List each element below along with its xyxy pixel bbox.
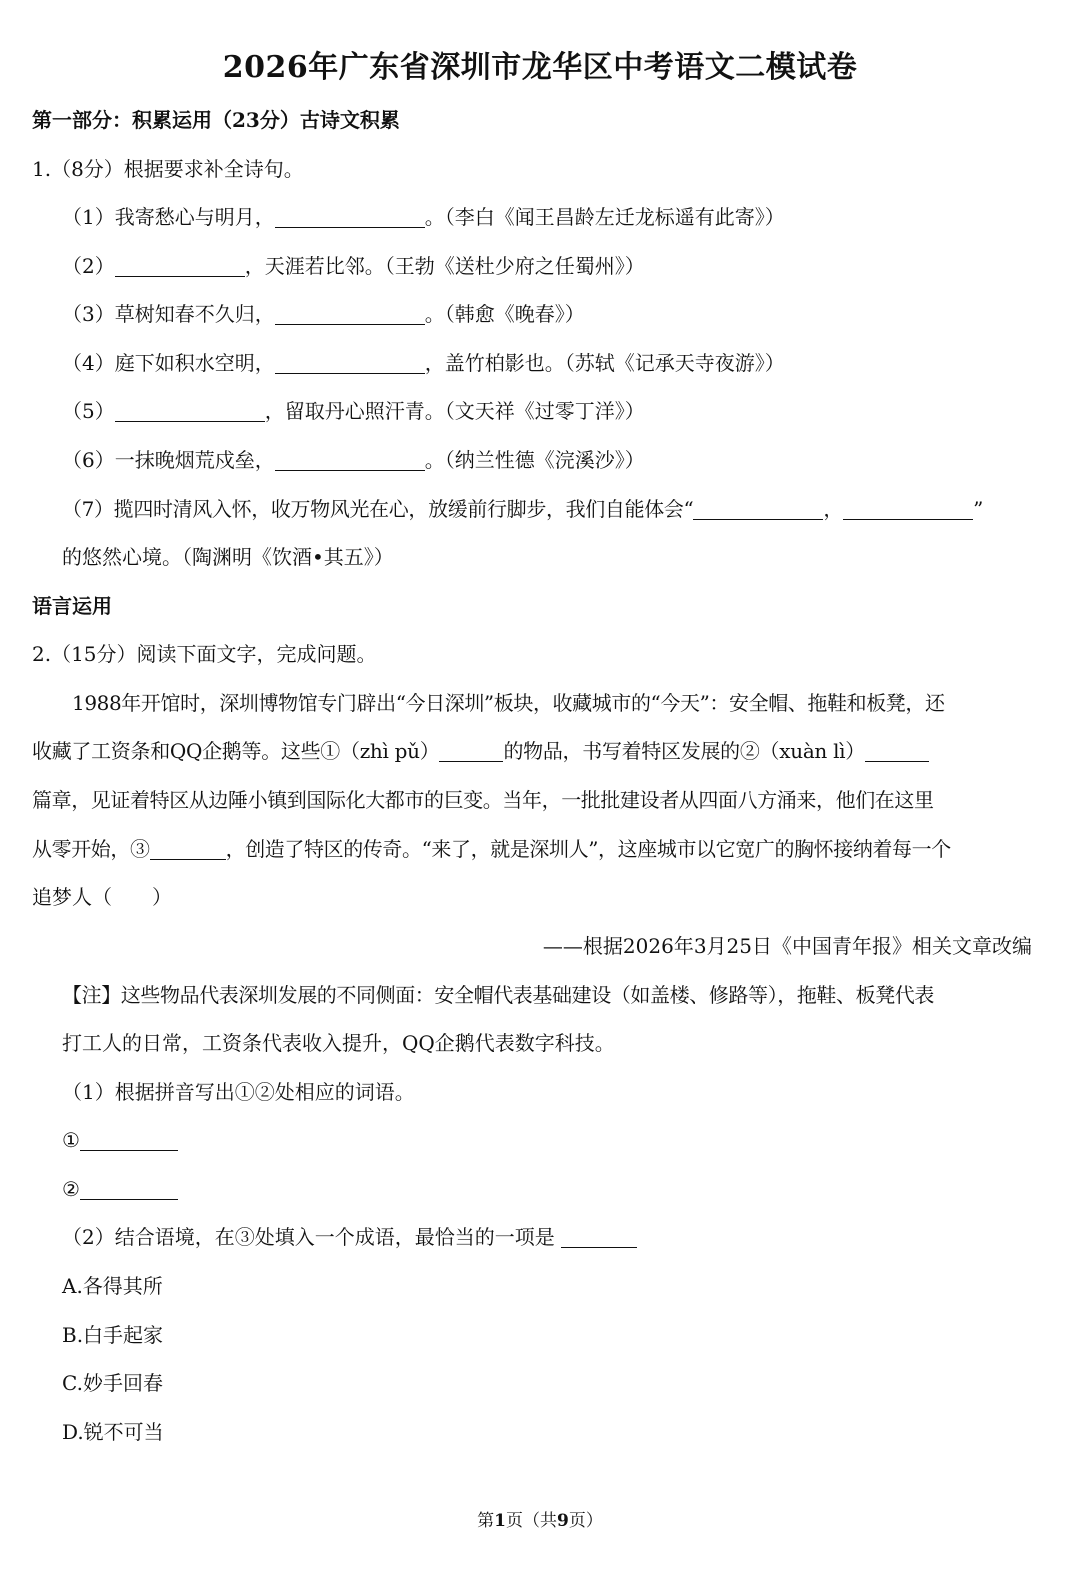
lang-heading: 语言运用 [32, 594, 112, 618]
footer-post: 页） [568, 1511, 603, 1531]
q2-sub2-text: （2）结合语境，在③处填入一个成语，最恰当的一项是 [62, 1225, 555, 1249]
q1-item-6 [62, 446, 645, 474]
q1-item-1-pre: （1）我寄愁心与明月， [62, 205, 275, 229]
q1-item-2-post: ，天涯若比邻。（王勃《送杜少府之任蜀州》） [244, 254, 645, 278]
passage-line-5 [32, 883, 172, 911]
passage-line-4 [32, 835, 951, 863]
answer-blank[interactable] [115, 399, 265, 422]
answer-1-label: ① [62, 1128, 80, 1152]
q2-sub2 [62, 1223, 637, 1251]
q2-stem: 2.（15分）阅读下面文字，完成问题。 [32, 642, 377, 666]
footer-page-number: 1 [494, 1511, 506, 1531]
q1-item-7-post: ” [973, 497, 983, 521]
passage-line-2a: 收藏了工资条和QQ企鹅等。这些①（zhì pǔ） [32, 739, 440, 763]
q1-item-4 [62, 349, 785, 377]
answer-blank[interactable] [80, 1177, 178, 1200]
q1-item-1-post: 。（李白《闻王昌龄左迁龙标遥有此寄》） [424, 205, 785, 229]
passage-line-4a: 从零开始，③ [32, 837, 150, 861]
footer-total-pages: 9 [557, 1511, 569, 1531]
option-d[interactable]: D.锐不可当 [62, 1420, 164, 1444]
footer-mid: 页（共 [506, 1511, 557, 1531]
q1-item-5 [62, 397, 645, 425]
answer-blank[interactable] [80, 1128, 178, 1151]
passage-line-1: 1988年开馆时，深圳博物馆专门辟出“今日深圳”板块，收藏城市的“今天”：安全帽、拖鞋和板凳，还 [72, 691, 945, 715]
q1-item-6-post: 。（纳兰性德《浣溪沙》） [424, 448, 645, 472]
q1-item-1 [62, 203, 785, 231]
answer-2-label: ② [62, 1177, 80, 1201]
page-title: 2026年广东省深圳市龙华区中考语文二模试卷 [222, 50, 858, 85]
q1-item-2-pre: （2） [62, 254, 115, 278]
q1-item-2 [62, 252, 645, 280]
answer-blank[interactable] [439, 739, 503, 762]
answer-blank[interactable] [561, 1225, 637, 1248]
option-b[interactable]: B.白手起家 [62, 1323, 164, 1347]
q1-item-7 [62, 495, 983, 523]
passage-line-2 [32, 737, 929, 765]
answer-blank[interactable] [865, 739, 929, 762]
passage-line-3: 篇章，见证着特区从边陲小镇到国际化大都市的巨变。当年，一批批建设者从四面八方涌来，他们在这里 [32, 788, 934, 812]
q1-item-5-pre: （5） [62, 399, 115, 423]
answer-blank[interactable] [115, 254, 245, 277]
passage-source: ——根据2026年3月25日《中国青年报》相关文章改编 [542, 934, 1032, 958]
answer-blank[interactable] [150, 837, 226, 860]
passage-line-4b: ，创造了特区的传奇。“来了，就是深圳人”，这座城市以它宽广的胸怀接纳着每一个 [225, 837, 951, 861]
note-line-1: 【注】这些物品代表深圳发展的不同侧面：安全帽代表基础建设（如盖楼、修路等），拖鞋、板凳代表 [62, 983, 934, 1007]
q1-item-5-post: ，留取丹心照汗青。（文天祥《过零丁洋》） [264, 399, 645, 423]
q2-answer-2 [62, 1175, 178, 1203]
answer-blank[interactable] [275, 351, 425, 374]
option-c[interactable]: C.妙手回春 [62, 1371, 163, 1395]
answer-blank[interactable] [275, 302, 425, 325]
footer-pre: 第 [477, 1511, 495, 1531]
q2-answer-1 [62, 1126, 178, 1154]
q1-stem: 1.（8分）根据要求补全诗句。 [32, 157, 304, 181]
q1-item-3 [62, 300, 585, 328]
q1-item-7-line2: 的悠然心境。（陶渊明《饮酒•其五》） [62, 545, 394, 569]
passage-line-5b: ） [152, 885, 172, 909]
page-footer [0, 1506, 1080, 1531]
q1-item-6-pre: （6）一抹晚烟荒戍垒， [62, 448, 275, 472]
part1-heading: 第一部分：积累运用（23分）古诗文积累 [32, 108, 400, 132]
q2-sub1: （1）根据拼音写出①②处相应的词语。 [62, 1080, 415, 1104]
answer-blank[interactable] [843, 497, 973, 520]
q1-item-3-post: 。（韩愈《晚春》） [424, 302, 585, 326]
answer-blank[interactable] [693, 497, 823, 520]
q1-item-4-pre: （4）庭下如积水空明， [62, 351, 275, 375]
q1-item-7-pre: （7）揽四时清风入怀，收万物风光在心，放缓前行脚步，我们自能体会“ [62, 497, 694, 521]
option-a[interactable]: A.各得其所 [62, 1274, 163, 1298]
q1-item-7-mid: ， [823, 497, 844, 521]
note-line-2: 打工人的日常，工资条代表收入提升，QQ企鹅代表数字科技。 [62, 1031, 615, 1055]
q1-item-3-pre: （3）草树知春不久归， [62, 302, 275, 326]
answer-blank[interactable] [275, 205, 425, 228]
q1-item-4-post: ，盖竹柏影也。（苏轼《记承天寺夜游》） [424, 351, 785, 375]
answer-blank[interactable] [275, 448, 425, 471]
passage-line-2b: 的物品，书写着特区发展的②（xuàn lì） [503, 739, 865, 763]
passage-line-5a: 追梦人（ [32, 885, 112, 909]
